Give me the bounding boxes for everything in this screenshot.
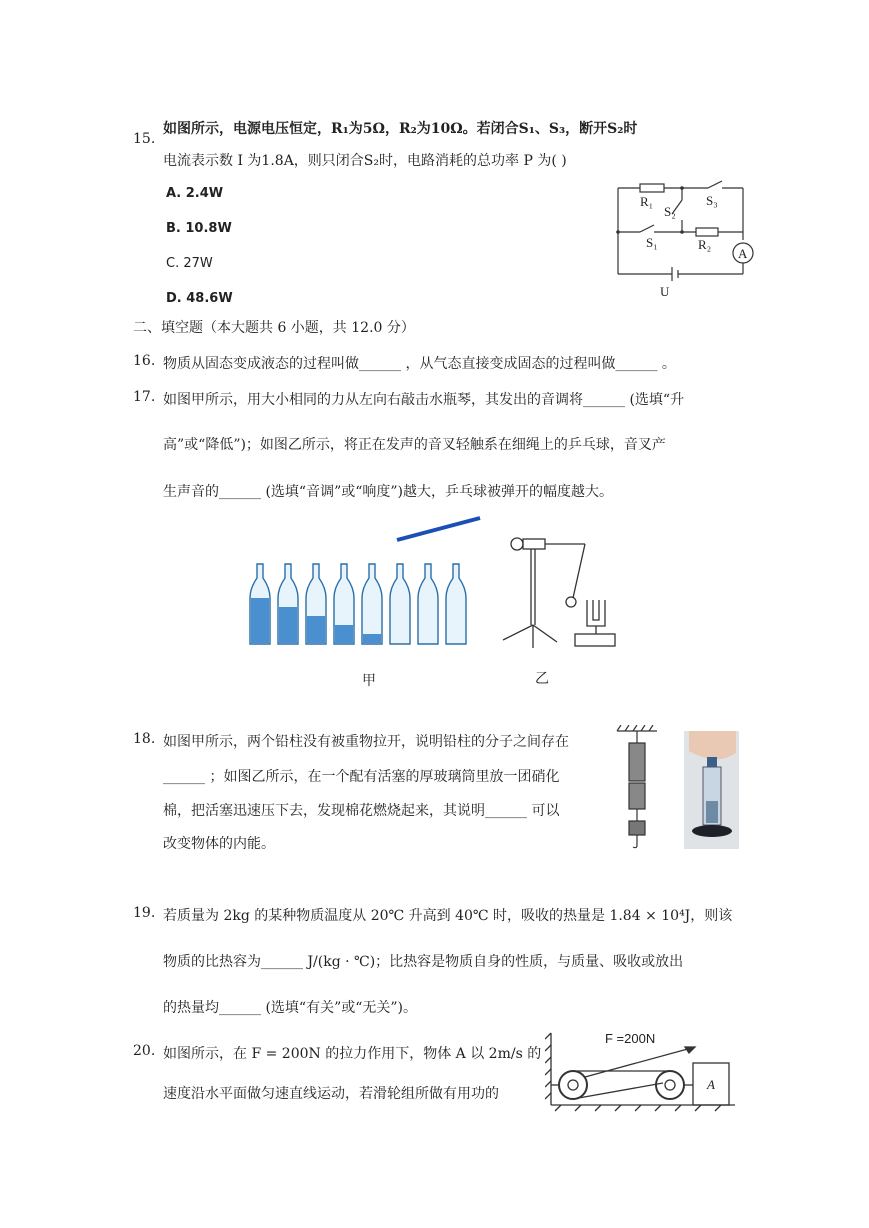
label-r2: R₂ <box>698 237 712 252</box>
bottle-water <box>363 634 381 643</box>
water-bottle <box>418 564 438 644</box>
circuit-diagram <box>610 178 760 303</box>
q15-option-b: B. 10.8W <box>166 221 232 236</box>
q18-line2: ______ ；如图乙所示，在一个配有活塞的厚玻璃筒里放一团硝化 <box>163 769 560 785</box>
q16-number: 16. <box>133 353 156 369</box>
pulley-figure <box>545 1025 740 1117</box>
tuning-fork-figure <box>495 530 635 655</box>
block-label: A <box>707 1077 715 1092</box>
q19-number: 19. <box>133 905 156 921</box>
water-bottle <box>362 564 382 644</box>
q15-line1: 如图所示，电源电压恒定，R₁为5Ω，R₂为10Ω。若闭合S₁、S₃，断开S₂时 <box>163 121 638 137</box>
q17-line1: 如图甲所示，用大小相同的力从左向右敲击水瓶琴，其发出的音调将______ (选填“升 <box>163 392 685 408</box>
bottle-water <box>279 607 297 643</box>
q15-option-c: C. 27W <box>166 256 213 271</box>
water-bottle <box>390 564 410 644</box>
q18-line1: 如图甲所示，两个铅柱没有被重物拉开，说明铅柱的分子之间存在 <box>163 734 569 750</box>
bottle-water <box>307 616 325 643</box>
q15-option-a: A. 2.4W <box>166 186 224 201</box>
q15-option-d: D. 48.6W <box>166 291 233 306</box>
water-bottle <box>446 564 466 644</box>
q17-line2: 高”或“降低”)；如图乙所示，将正在发声的音叉轻触系在细绳上的乒乓球，音叉产 <box>163 437 666 453</box>
label-s2: S₂ <box>664 204 676 219</box>
q18-line3: 棉，把活塞迅速压下去，发现棉花燃烧起来，其说明______ 可以 <box>163 803 560 819</box>
label-s1: S₁ <box>646 235 658 250</box>
q18-line4: 改变物体的内能。 <box>163 836 275 852</box>
q17-number: 17. <box>133 389 156 405</box>
q19-line1: 若质量为 2kg 的某种物质温度从 20℃ 升高到 40℃ 时，吸收的热量是 1.84 × 10⁴J，则该 <box>163 908 733 924</box>
section-2-heading: 二、填空题（本大题共 6 小题，共 12.0 分） <box>133 320 415 336</box>
glass-tube-photo <box>684 731 739 849</box>
label-r1: R₁ <box>640 194 654 209</box>
water-bottles-figure <box>240 512 490 652</box>
q20-number: 20. <box>133 1043 156 1059</box>
force-label: F =200N <box>605 1031 656 1046</box>
q15-line2: 电流表示数 I 为1.8A，则只闭合S₂时，电路消耗的总功率 P 为( ) <box>163 153 567 169</box>
q15-number: 15. <box>133 131 156 147</box>
q17-line3: 生声音的______ (选填“音调”或“响度”)越大，乒乓球被弹开的幅度越大。 <box>163 484 614 500</box>
label-yi: 乙 <box>535 671 549 687</box>
q18-number: 18. <box>133 731 156 747</box>
label-ammeter: A <box>738 246 748 261</box>
bottle-water <box>335 625 353 643</box>
q19-line2: 物质的比热容为______ J/(kg · ℃)；比热容是物质自身的性质，与质量、吸收或放出 <box>163 954 684 970</box>
lead-cylinders-figure <box>615 725 665 855</box>
label-jia: 甲 <box>362 673 376 689</box>
q19-line3: 的热量均______ (选填“有关”或“无关”)。 <box>163 1000 418 1016</box>
q20-line1: 如图所示，在 F = 200N 的拉力作用下，物体 A 以 2m/s 的 <box>163 1046 542 1062</box>
label-u: U <box>660 284 670 299</box>
bottle-water <box>251 598 269 643</box>
q20-line2: 速度沿水平面做匀速直线运动，若滑轮组所做有用功的 <box>163 1086 499 1102</box>
q16-text: 物质从固态变成液态的过程叫做______ ，从气态直接变成固态的过程叫做______ 。 <box>163 356 676 372</box>
label-s3: S₃ <box>706 193 718 208</box>
